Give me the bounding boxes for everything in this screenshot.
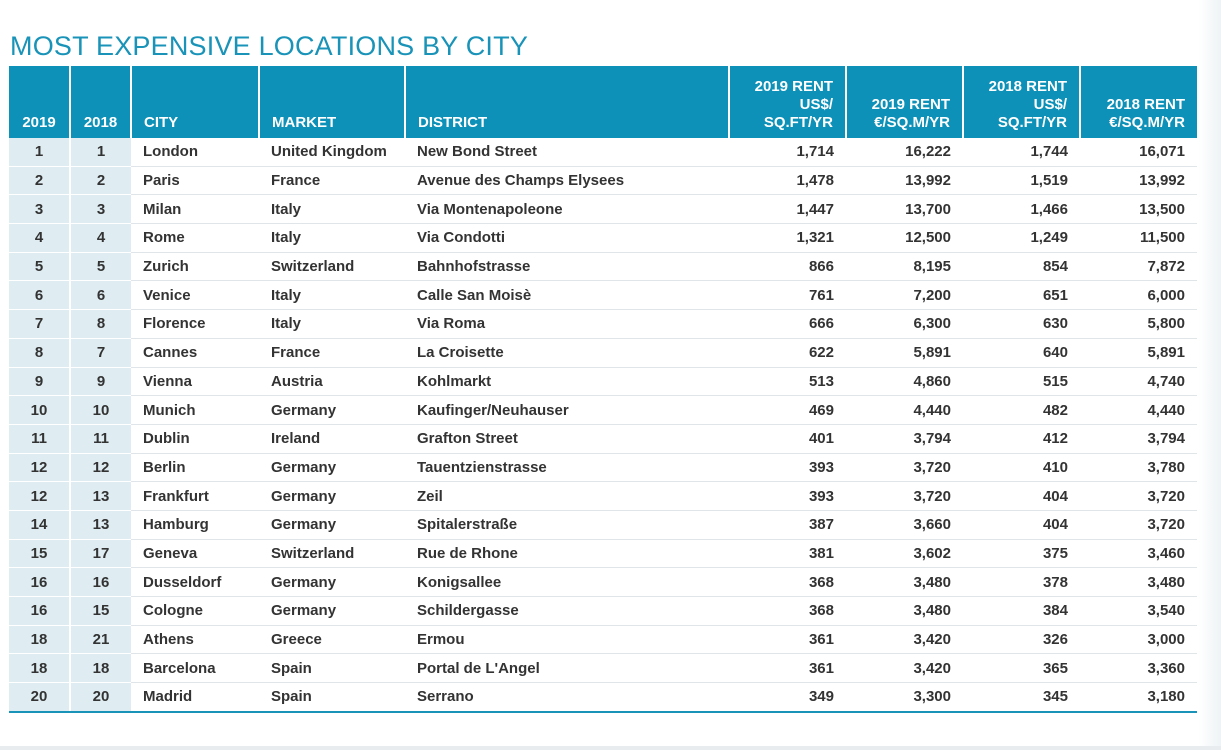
cell-rent-2019-eur: 3,660 <box>846 510 963 539</box>
cell-district: Kaufinger/Neuhauser <box>405 396 729 425</box>
cell-district: New Bond Street <box>405 138 729 166</box>
cell-rank-2019: 5 <box>9 252 70 281</box>
cell-rent-2018-eur: 7,872 <box>1080 252 1197 281</box>
table-body <box>9 138 1197 712</box>
cell-district: Rue de Rhone <box>405 539 729 568</box>
cell-city: Florence <box>131 310 259 339</box>
cell-city: Berlin <box>131 453 259 482</box>
cell-rent-2019-eur: 13,992 <box>846 166 963 195</box>
cell-rent-2018-eur: 3,360 <box>1080 654 1197 683</box>
table-row <box>9 252 1197 281</box>
cell-rent-2018-eur: 3,794 <box>1080 424 1197 453</box>
cell-rent-2018-usd: 404 <box>963 510 1080 539</box>
cell-rent-2019-usd: 368 <box>729 568 846 597</box>
cell-rank-2019: 6 <box>9 281 70 310</box>
table-row <box>9 539 1197 568</box>
cell-rent-2018-usd: 854 <box>963 252 1080 281</box>
cell-rank-2019: 1 <box>9 138 70 166</box>
cell-market: Greece <box>259 625 405 654</box>
cell-rank-2019: 3 <box>9 195 70 224</box>
cell-rank-2019: 20 <box>9 683 70 712</box>
cell-rent-2019-eur: 13,700 <box>846 195 963 224</box>
cell-rent-2018-eur: 4,440 <box>1080 396 1197 425</box>
table-row <box>9 281 1197 310</box>
cell-rent-2018-eur: 3,480 <box>1080 568 1197 597</box>
cell-rent-2018-eur: 11,500 <box>1080 224 1197 253</box>
header-district: DISTRICT <box>405 66 729 138</box>
cell-rent-2018-usd: 1,744 <box>963 138 1080 166</box>
cell-rank-2018: 2 <box>70 166 131 195</box>
cell-rent-2018-eur: 3,180 <box>1080 683 1197 712</box>
cell-rent-2019-eur: 6,300 <box>846 310 963 339</box>
cell-district: La Croisette <box>405 338 729 367</box>
cell-district: Grafton Street <box>405 424 729 453</box>
cell-market: Italy <box>259 281 405 310</box>
cell-rank-2019: 18 <box>9 625 70 654</box>
cell-city: Cologne <box>131 597 259 626</box>
cell-rank-2018: 18 <box>70 654 131 683</box>
cell-rank-2018: 4 <box>70 224 131 253</box>
cell-city: Geneva <box>131 539 259 568</box>
table-row <box>9 195 1197 224</box>
cell-rent-2019-usd: 761 <box>729 281 846 310</box>
cell-rent-2019-usd: 866 <box>729 252 846 281</box>
cell-rent-2018-usd: 365 <box>963 654 1080 683</box>
cell-rank-2019: 16 <box>9 568 70 597</box>
cell-rent-2018-usd: 375 <box>963 539 1080 568</box>
table-row <box>9 482 1197 511</box>
cell-rent-2019-usd: 513 <box>729 367 846 396</box>
table-row <box>9 625 1197 654</box>
cell-market: Ireland <box>259 424 405 453</box>
cell-district: Spitalerstraße <box>405 510 729 539</box>
table-row <box>9 568 1197 597</box>
cell-city: London <box>131 138 259 166</box>
cell-rent-2018-usd: 345 <box>963 683 1080 712</box>
cell-rent-2018-eur: 13,500 <box>1080 195 1197 224</box>
cell-rank-2018: 10 <box>70 396 131 425</box>
cell-rent-2019-usd: 622 <box>729 338 846 367</box>
cell-city: Paris <box>131 166 259 195</box>
cell-rent-2019-eur: 3,300 <box>846 683 963 712</box>
cell-rent-2018-usd: 515 <box>963 367 1080 396</box>
cell-market: France <box>259 338 405 367</box>
cell-rent-2018-usd: 1,466 <box>963 195 1080 224</box>
table-row <box>9 166 1197 195</box>
cell-rank-2019: 12 <box>9 453 70 482</box>
cell-district: Portal de L'Angel <box>405 654 729 683</box>
cell-rank-2018: 5 <box>70 252 131 281</box>
header-rent-2019-eur: 2019 RENT €/SQ.M/YR <box>846 66 963 138</box>
cell-rent-2018-usd: 412 <box>963 424 1080 453</box>
cell-market: Spain <box>259 654 405 683</box>
cell-rank-2018: 16 <box>70 568 131 597</box>
cell-district: Via Roma <box>405 310 729 339</box>
cell-rent-2019-usd: 1,447 <box>729 195 846 224</box>
cell-rank-2019: 14 <box>9 510 70 539</box>
cell-city: Venice <box>131 281 259 310</box>
header-rent-2018-usd: 2018 RENT US$/ SQ.FT/YR <box>963 66 1080 138</box>
cell-district: Calle San Moisè <box>405 281 729 310</box>
cell-rent-2019-usd: 368 <box>729 597 846 626</box>
cell-rent-2019-usd: 387 <box>729 510 846 539</box>
cell-rent-2018-usd: 378 <box>963 568 1080 597</box>
cell-rent-2018-usd: 651 <box>963 281 1080 310</box>
cell-market: Germany <box>259 568 405 597</box>
cell-rent-2019-usd: 401 <box>729 424 846 453</box>
cell-market: Italy <box>259 195 405 224</box>
cell-rent-2019-eur: 3,602 <box>846 539 963 568</box>
cell-market: Switzerland <box>259 252 405 281</box>
cell-rank-2019: 7 <box>9 310 70 339</box>
cell-rent-2019-eur: 8,195 <box>846 252 963 281</box>
cell-city: Milan <box>131 195 259 224</box>
cell-rent-2018-eur: 3,540 <box>1080 597 1197 626</box>
cell-rent-2019-usd: 381 <box>729 539 846 568</box>
cell-rent-2019-eur: 3,420 <box>846 654 963 683</box>
cell-rank-2018: 15 <box>70 597 131 626</box>
header-rent-2018-eur: 2018 RENT €/SQ.M/YR <box>1080 66 1197 138</box>
cell-rent-2019-eur: 12,500 <box>846 224 963 253</box>
cell-city: Munich <box>131 396 259 425</box>
cell-market: Austria <box>259 367 405 396</box>
cell-district: Zeil <box>405 482 729 511</box>
cell-rent-2018-usd: 630 <box>963 310 1080 339</box>
cell-rent-2018-eur: 3,000 <box>1080 625 1197 654</box>
cell-district: Konigsallee <box>405 568 729 597</box>
cell-rent-2019-eur: 4,440 <box>846 396 963 425</box>
cell-rank-2018: 13 <box>70 482 131 511</box>
cell-rent-2019-usd: 469 <box>729 396 846 425</box>
cell-rank-2019: 12 <box>9 482 70 511</box>
cell-rent-2018-eur: 5,800 <box>1080 310 1197 339</box>
cell-district: Bahnhofstrasse <box>405 252 729 281</box>
cell-rent-2019-eur: 3,720 <box>846 482 963 511</box>
cell-rank-2019: 15 <box>9 539 70 568</box>
table-row <box>9 396 1197 425</box>
cell-district: Serrano <box>405 683 729 712</box>
cell-district: Ermou <box>405 625 729 654</box>
cell-market: Germany <box>259 482 405 511</box>
cell-rent-2018-usd: 384 <box>963 597 1080 626</box>
table-row <box>9 367 1197 396</box>
cell-city: Barcelona <box>131 654 259 683</box>
table-row <box>9 654 1197 683</box>
cell-city: Hamburg <box>131 510 259 539</box>
cell-district: Kohlmarkt <box>405 367 729 396</box>
cell-rent-2019-usd: 349 <box>729 683 846 712</box>
table-row <box>9 510 1197 539</box>
cell-rank-2018: 1 <box>70 138 131 166</box>
cell-district: Via Montenapoleone <box>405 195 729 224</box>
cell-rank-2018: 7 <box>70 338 131 367</box>
cell-district: Schildergasse <box>405 597 729 626</box>
cell-rank-2018: 3 <box>70 195 131 224</box>
cell-rent-2019-eur: 7,200 <box>846 281 963 310</box>
header-rent-2019-usd: 2019 RENT US$/ SQ.FT/YR <box>729 66 846 138</box>
cell-rank-2018: 11 <box>70 424 131 453</box>
right-edge-decoration <box>1199 0 1221 750</box>
header-rank-2019: 2019 <box>9 66 70 138</box>
cell-district: Tauentzienstrasse <box>405 453 729 482</box>
cell-rent-2018-eur: 6,000 <box>1080 281 1197 310</box>
cell-rent-2019-usd: 1,321 <box>729 224 846 253</box>
cell-rank-2019: 10 <box>9 396 70 425</box>
cell-rank-2019: 11 <box>9 424 70 453</box>
cell-rank-2019: 16 <box>9 597 70 626</box>
cell-city: Cannes <box>131 338 259 367</box>
cell-rent-2019-eur: 3,480 <box>846 597 963 626</box>
cell-rent-2019-usd: 1,714 <box>729 138 846 166</box>
cell-rent-2019-usd: 666 <box>729 310 846 339</box>
cell-market: Spain <box>259 683 405 712</box>
cell-rent-2018-usd: 404 <box>963 482 1080 511</box>
cell-city: Vienna <box>131 367 259 396</box>
table-row <box>9 338 1197 367</box>
cell-rank-2019: 4 <box>9 224 70 253</box>
cell-rent-2018-eur: 5,891 <box>1080 338 1197 367</box>
cell-rent-2019-usd: 361 <box>729 625 846 654</box>
page-title: MOST EXPENSIVE LOCATIONS BY CITY <box>10 31 529 62</box>
table-row <box>9 597 1197 626</box>
cell-market: Germany <box>259 510 405 539</box>
cell-rent-2018-eur: 3,780 <box>1080 453 1197 482</box>
cell-rent-2018-usd: 410 <box>963 453 1080 482</box>
cell-market: France <box>259 166 405 195</box>
rent-table <box>9 66 1197 713</box>
cell-rank-2018: 12 <box>70 453 131 482</box>
cell-rank-2018: 21 <box>70 625 131 654</box>
table-row <box>9 683 1197 712</box>
cell-rent-2018-eur: 4,740 <box>1080 367 1197 396</box>
cell-rent-2019-eur: 3,480 <box>846 568 963 597</box>
cell-market: Italy <box>259 310 405 339</box>
cell-rent-2018-eur: 3,460 <box>1080 539 1197 568</box>
header-market: MARKET <box>259 66 405 138</box>
cell-market: United Kingdom <box>259 138 405 166</box>
cell-rent-2019-eur: 3,420 <box>846 625 963 654</box>
cell-market: Germany <box>259 396 405 425</box>
cell-rent-2018-eur: 3,720 <box>1080 482 1197 511</box>
cell-rent-2018-eur: 16,071 <box>1080 138 1197 166</box>
cell-rent-2018-usd: 640 <box>963 338 1080 367</box>
cell-rank-2018: 13 <box>70 510 131 539</box>
bottom-divider <box>0 746 1221 750</box>
cell-rent-2019-eur: 3,720 <box>846 453 963 482</box>
header-rank-2018: 2018 <box>70 66 131 138</box>
cell-rent-2019-eur: 16,222 <box>846 138 963 166</box>
cell-rank-2018: 8 <box>70 310 131 339</box>
cell-rent-2018-eur: 3,720 <box>1080 510 1197 539</box>
cell-city: Dusseldorf <box>131 568 259 597</box>
table-row <box>9 424 1197 453</box>
cell-rent-2018-usd: 482 <box>963 396 1080 425</box>
table-header-row <box>9 66 1197 138</box>
cell-rent-2018-usd: 1,519 <box>963 166 1080 195</box>
cell-rent-2019-usd: 1,478 <box>729 166 846 195</box>
cell-rank-2019: 9 <box>9 367 70 396</box>
cell-rent-2019-eur: 3,794 <box>846 424 963 453</box>
cell-rank-2018: 17 <box>70 539 131 568</box>
cell-rent-2019-usd: 393 <box>729 453 846 482</box>
cell-rank-2019: 8 <box>9 338 70 367</box>
cell-city: Zurich <box>131 252 259 281</box>
cell-rank-2018: 20 <box>70 683 131 712</box>
table-row <box>9 310 1197 339</box>
table-row <box>9 453 1197 482</box>
cell-rent-2019-usd: 393 <box>729 482 846 511</box>
cell-rent-2019-usd: 361 <box>729 654 846 683</box>
cell-rank-2019: 2 <box>9 166 70 195</box>
cell-rent-2019-eur: 5,891 <box>846 338 963 367</box>
cell-city: Rome <box>131 224 259 253</box>
cell-district: Avenue des Champs Elysees <box>405 166 729 195</box>
cell-city: Madrid <box>131 683 259 712</box>
cell-city: Frankfurt <box>131 482 259 511</box>
cell-rent-2018-usd: 1,249 <box>963 224 1080 253</box>
cell-rank-2018: 9 <box>70 367 131 396</box>
header-city: CITY <box>131 66 259 138</box>
cell-rank-2018: 6 <box>70 281 131 310</box>
cell-rank-2019: 18 <box>9 654 70 683</box>
table-row <box>9 224 1197 253</box>
cell-market: Switzerland <box>259 539 405 568</box>
cell-rent-2018-eur: 13,992 <box>1080 166 1197 195</box>
cell-city: Dublin <box>131 424 259 453</box>
cell-market: Germany <box>259 453 405 482</box>
cell-rent-2019-eur: 4,860 <box>846 367 963 396</box>
cell-market: Italy <box>259 224 405 253</box>
cell-rent-2018-usd: 326 <box>963 625 1080 654</box>
cell-market: Germany <box>259 597 405 626</box>
cell-city: Athens <box>131 625 259 654</box>
cell-district: Via Condotti <box>405 224 729 253</box>
table-row <box>9 138 1197 166</box>
